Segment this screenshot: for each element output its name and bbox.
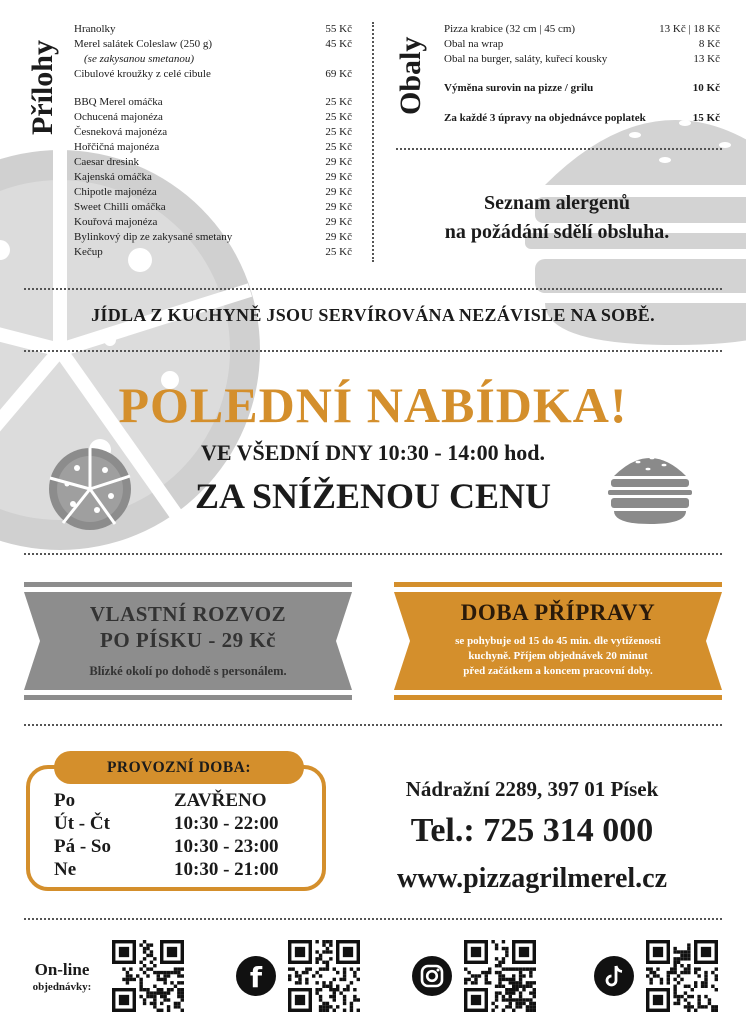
prep-time-line3: před začátkem a koncem pracovní doby. (463, 665, 653, 677)
lunch-offer-title: POLEDNÍ NABÍDKA! (118, 377, 628, 433)
list-item: Sweet Chilli omáčka 29 Kč (74, 201, 352, 213)
list-item: Česneková majonéza 25 Kč (74, 126, 352, 138)
divider (24, 350, 722, 352)
list-item: Obal na wrap 8 Kč (444, 38, 720, 50)
column-divider (372, 22, 374, 262)
list-item: Kajenská omáčka 29 Kč (74, 171, 352, 183)
phone-number[interactable]: Tel.: 725 314 000 (410, 812, 654, 849)
hours-row: Ne 10:30 - 21:00 (54, 859, 279, 880)
hours-row: Pá - So 10:30 - 23:00 (54, 836, 279, 857)
delivery-banner (24, 582, 352, 700)
sides-section-label: Přílohy (26, 40, 59, 135)
delivery-note: Blízké okolí po dohodě s personálem. (89, 664, 287, 678)
divider (24, 553, 722, 555)
list-item: BBQ Merel omáčka 25 Kč (74, 96, 352, 108)
qr-code-tiktok[interactable] (646, 940, 718, 1012)
divider (24, 724, 722, 726)
lunch-offer-price-note: ZA SNÍŽENOU CENU (194, 476, 552, 516)
divider (24, 918, 722, 920)
prep-time-title: DOBA PŘÍPRAVY (460, 600, 656, 625)
sides-list (74, 22, 352, 260)
delivery-line1: VLASTNÍ ROZVOZ (89, 602, 287, 626)
pizza-icon (47, 446, 133, 532)
list-item: Hořčičná majonéza 25 Kč (74, 141, 352, 153)
lunch-offer-hours: VE VŠEDNÍ DNY 10:30 - 14:00 hod. (200, 440, 546, 465)
online-orders-label: On-line objednávky: (32, 960, 92, 993)
list-item: Kečup 25 Kč (74, 246, 352, 258)
list-item: Cibulové kroužky z celé cibule 69 Kč (74, 68, 352, 80)
list-item: Hranolky 55 Kč (74, 23, 352, 35)
allergen-note: Seznam alergenů na požádání sdělí obsluha. (444, 192, 670, 243)
delivery-line2: PO PÍSKU - 29 Kč (100, 628, 276, 652)
address: Nádražní 2289, 397 01 Písek (405, 777, 659, 801)
list-item: Caesar dresink 29 Kč (74, 156, 352, 168)
list-item: Ochucená majonéza 25 Kč (74, 111, 352, 123)
opening-hours-title: PROVOZNÍ DOBA: (54, 751, 304, 784)
list-item: Výměna surovin na pizze / grilu 10 Kč (444, 82, 720, 94)
hours-row: Út - Čt 10:30 - 22:00 (54, 813, 279, 834)
list-item: Za každé 3 úpravy na objednávce poplatek 15 Kč (444, 112, 720, 124)
tiktok-icon[interactable] (594, 956, 634, 996)
instagram-icon[interactable] (412, 956, 452, 996)
qr-code-instagram[interactable] (464, 940, 536, 1012)
hours-row: Po ZAVŘENO (54, 790, 267, 811)
divider (396, 148, 722, 150)
list-item: Pizza krabice (32 cm | 45 cm) 13 Kč | 18 Kč (444, 23, 720, 35)
list-item: Chipotle majonéza 29 Kč (74, 186, 352, 198)
prep-time-line2: kuchyně. Příjem objednávek 20 minut (468, 650, 648, 662)
divider (24, 288, 722, 290)
facebook-icon[interactable]: f (236, 956, 276, 996)
list-item-note: (se zakysanou smetanou) (84, 53, 194, 65)
list-item: Merel salátek Coleslaw (250 g) 45 Kč (74, 38, 352, 50)
burger-icon (608, 446, 692, 526)
prep-time-line1: se pohybuje od 15 do 45 min. dle vytíženosti (455, 635, 661, 647)
qr-code-facebook[interactable] (288, 940, 360, 1012)
prep-time-banner (394, 582, 722, 700)
list-item: Kouřová majonéza 29 Kč (74, 216, 352, 228)
qr-code-online-orders[interactable] (112, 940, 184, 1012)
kitchen-notice: JÍDLA Z KUCHYNĚ JSOU SERVÍROVÁNA NEZÁVISLE NA SOBĚ. (91, 305, 655, 325)
list-item: Bylinkový dip ze zakysané smetany 29 Kč (74, 231, 352, 243)
packaging-list (444, 22, 720, 126)
list-item: Obal na burger, saláty, kuřecí kousky 13 Kč (444, 53, 720, 65)
packaging-section-label: Obaly (394, 36, 427, 115)
website-link[interactable]: www.pizzagrilmerel.cz (396, 863, 668, 894)
